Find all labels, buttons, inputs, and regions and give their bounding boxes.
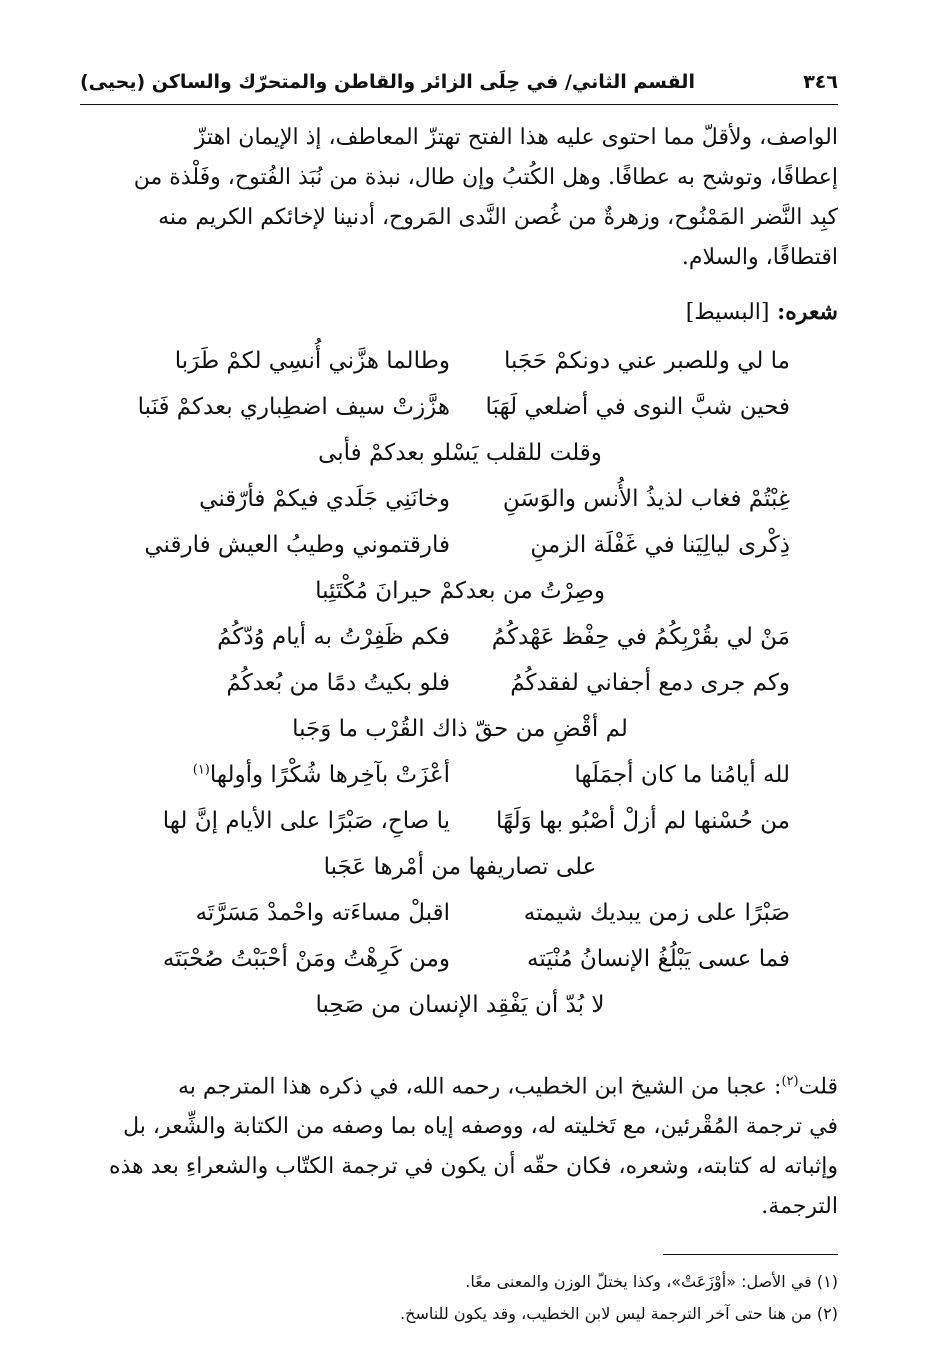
verse-first-hemistich: ذِكْرى ليالِيَنا في غَفْلَة الزمنِ <box>530 532 790 558</box>
poem-label: شعره: <box>777 299 838 325</box>
verse-first-hemistich: مَنْ لي بقُرْبِكُمُ في حِفْظ عَهْدكُمُ <box>491 624 790 650</box>
verse-first-hemistich: غِبْتُمْ فغاب لذيذُ الأُنس والوَسَنِ <box>502 486 790 512</box>
prose-line: الترجمة. <box>761 1194 838 1220</box>
verse <box>130 890 790 936</box>
prose-line: في ترجمة المُقْرئين، مع تَخليته له، ووصفه إياه بما وصفه من الكتابة والشِّعر، بل <box>123 1114 838 1140</box>
verse-second-hemistich: وطالما هزَّني أُنسِي لكمْ طَرَبا <box>174 348 450 374</box>
footnote-marker: (٢) <box>816 1304 838 1323</box>
prose-paragraph-top <box>80 118 838 278</box>
prose-line: إعطافًا، وتوشح به عطافًا. وهل الكُتبُ وإن طال، نبذة من نُبَذ الفُتوح، وفَلْذة من <box>133 165 838 190</box>
poem-meter: [البسيط] <box>685 300 770 325</box>
footnote-text: في الأصل: «أوْزَعَتْ»، وكذا يختلّ الوزن والمعنى معًا. <box>465 1272 812 1291</box>
prose-line: كبِد النَّضر المَمْنُوح، وزهرةٌ من غُصن النَّدى المَروح، أدنينا لإخائكم الكريم منه <box>158 205 838 230</box>
verse-second-hemistich: اقبلْ مساءَته واحْمدْ مَسَرَّتَه <box>195 900 450 926</box>
verse <box>130 660 790 706</box>
verse <box>130 338 790 384</box>
verse-second-hemistich: وخانَنِي جَلَدي فيكمْ فأرّقني <box>199 486 450 512</box>
verse <box>130 614 790 660</box>
verse-first-hemistich: لله أيامُنا ما كان أجمَلَها <box>574 762 790 788</box>
verse-first-hemistich: وكم جرى دمع أجفاني لفقدكُمُ <box>510 670 790 696</box>
verse-first-hemistich: فما عسى يَبْلُغُ الإنسانُ مُنْيَته <box>527 946 790 972</box>
verse-first-hemistich: من حُسْنها لم أزلْ أصْبُو بها وَلَهًا <box>496 808 790 834</box>
footnote-ref: (٢) <box>781 1074 799 1089</box>
verse-second-hemistich: ومن كَرِهْتُ ومَنْ أحْبَبْتُ صُحْبَتَه <box>162 946 450 972</box>
verse-first-hemistich: صَبْرًا على زمن يبديك شيمته <box>523 900 790 926</box>
verse <box>130 798 790 844</box>
verse-text: أعْزَتْ بآخِرها شُكْرًا وأولها <box>209 762 450 788</box>
poem-heading <box>686 292 838 333</box>
prose-lead: قلت <box>798 1074 838 1100</box>
verse-first-hemistich: ما لي وللصبر عني دونكمْ حَجَبا <box>504 348 790 374</box>
page-number: ٣٤٦ <box>803 71 838 93</box>
page-header <box>80 62 838 102</box>
footnote-ref: (١) <box>192 762 210 778</box>
verse-second-hemistich: فكم ظَفِرْتُ به أيام وُدّكُمُ <box>217 624 450 650</box>
refrain: على تصاريفها من أمْرها عَجَبا <box>323 854 597 880</box>
refrain: وصِرْتُ من بعدكمْ حيرانَ مُكْتَئِبا <box>315 578 605 604</box>
prose-paragraph-bottom <box>80 1062 838 1227</box>
prose-line: الواصف، ولأقلّ مما احتوى عليه هذا الفتح تهتزّ المعاطف، إذ الإيمان اهتزّ <box>194 125 838 150</box>
verse-first-hemistich: فحين شبَّ النوى في أضلعي لَهَبَا <box>485 394 790 420</box>
verse-second-hemistich: فارقتموني وطيبُ العيش فارقني <box>144 532 450 558</box>
prose-line: اقتطافًا، والسلام. <box>681 245 838 270</box>
footnotes <box>80 1266 838 1330</box>
footnote <box>80 1266 838 1298</box>
footnote-text: من هنا حتى آخر الترجمة ليس لابن الخطيب، وقد يكون للناسخ. <box>400 1304 812 1323</box>
verse <box>130 522 790 568</box>
verse-second-hemistich <box>130 762 450 788</box>
footnote-marker: (١) <box>816 1272 838 1291</box>
refrain: وقلت للقلب يَسْلو بعدكمْ فأبى <box>318 440 602 466</box>
refrain: لا بُدّ أن يَفْقِد الإنسان من صَحِبا <box>315 992 605 1018</box>
footnote-divider <box>663 1254 838 1255</box>
verse-second-hemistich: هزَّزتْ سيف اضطِباري بعدكمْ فَنَبا <box>137 394 450 420</box>
poem <box>130 338 790 1028</box>
verse <box>130 936 790 982</box>
verse <box>130 476 790 522</box>
verse-second-hemistich: يا صاحِ، صَبْرًا على الأيام إنَّ لها <box>162 808 450 834</box>
footnote <box>80 1298 838 1330</box>
verse <box>130 752 790 798</box>
prose-text: : عجبا من الشيخ ابن الخطيب، رحمه الله، في ذكره هذا المترجم به <box>178 1074 782 1100</box>
prose-line: وإثباته له كتابته، وشعره، فكان حقّه أن يكون في ترجمة الكتّاب والشعراءِ بعد هذه <box>108 1154 838 1180</box>
verse-second-hemistich: فلو بكيتُ دمًا من بُعدكُمُ <box>226 670 450 696</box>
refrain: لم أقْضِ من حقّ ذاك القُرْب ما وَجَبا <box>292 716 628 742</box>
running-title: القسم الثاني/ في حِلَى الزائر والقاطن والمتحرّك والساكن (يحيى) <box>80 71 695 93</box>
prose-line <box>80 1062 838 1107</box>
header-divider <box>80 104 838 105</box>
verse <box>130 384 790 430</box>
